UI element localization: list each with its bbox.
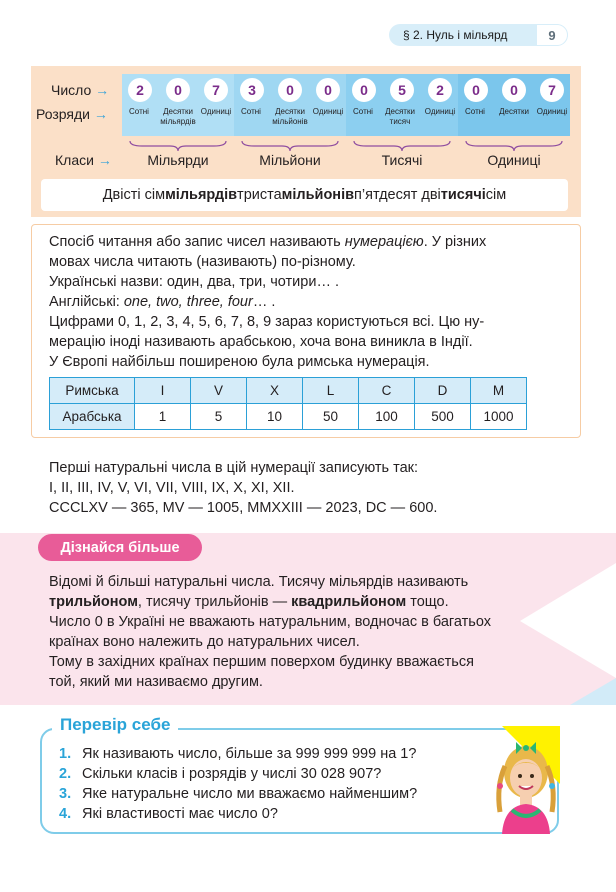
roman-examples-line: I, II, III, IV, V, VI, VII, VIII, IX, X, XI, XII. bbox=[49, 480, 295, 496]
arrow-right-icon: → bbox=[93, 106, 108, 122]
decor-triangles bbox=[470, 533, 616, 705]
place-name: Одиниці bbox=[424, 107, 456, 116]
numeration-line: Цифрами 0, 1, 2, 3, 4, 5, 6, 7, 8, 9 зараз користуються всі. Цю ну- bbox=[49, 314, 485, 330]
digit: 3 bbox=[240, 78, 264, 102]
classes-label: Класи → bbox=[55, 152, 112, 168]
place-name: Одиниці bbox=[536, 107, 568, 116]
section-header bbox=[389, 24, 568, 46]
table-row bbox=[50, 378, 527, 404]
digit: 7 bbox=[204, 78, 228, 102]
digit: 0 bbox=[166, 78, 190, 102]
table-cell: L bbox=[303, 378, 359, 404]
know-more-line: Число 0 в Україні не вважають натуральним, водночас в багатьох bbox=[49, 614, 491, 630]
class-name: Тисячі bbox=[381, 152, 423, 168]
roman-examples-line: CCCLXV — 365, MV — 1005, MMXXIII — 2023, DC — 600. bbox=[49, 500, 438, 516]
digit: 2 bbox=[128, 78, 152, 102]
question-item: 3. Яке натуральне число ми вважаємо найменшим? bbox=[59, 786, 418, 802]
know-more-tag: Дізнайся більше bbox=[38, 534, 202, 561]
digit: 0 bbox=[464, 78, 488, 102]
place-name: Десятки мільярдів bbox=[160, 107, 196, 126]
numeration-line: Українські назви: один, два, три, чотири… . bbox=[49, 274, 339, 290]
class-group-thousands bbox=[346, 74, 458, 136]
brace-units bbox=[466, 141, 562, 151]
class-group-millions bbox=[234, 74, 346, 136]
class-group-billions bbox=[122, 74, 234, 136]
digit: 0 bbox=[502, 78, 526, 102]
digit: 0 bbox=[352, 78, 376, 102]
table-row bbox=[50, 404, 527, 430]
numeration-line: У Європі найбільш поширеною була римська нумерація. bbox=[49, 354, 430, 370]
class-name: Одиниці bbox=[487, 152, 541, 168]
table-cell: 10 bbox=[247, 404, 303, 430]
table-cell: 1 bbox=[135, 404, 191, 430]
place-name: Десятки тисяч bbox=[385, 107, 415, 126]
know-more-line: країнах воно належить до натуральних чисел. bbox=[49, 634, 360, 650]
arrow-right-icon: → bbox=[97, 152, 112, 168]
numeration-line: Спосіб читання або запис чисел називають нумерацією. У різних bbox=[49, 234, 487, 250]
place-name: Сотні bbox=[353, 107, 373, 116]
class-braces bbox=[122, 139, 582, 153]
know-more-line: трильйоном, тисячу трильйонів — квадрильйоном тощо. bbox=[49, 594, 449, 610]
class-group-units bbox=[458, 74, 570, 136]
place-name: Сотні bbox=[465, 107, 485, 116]
table-cell: M bbox=[471, 378, 527, 404]
numeration-line: мерацію іноді називають арабською, хоча вона виникла в Індії. bbox=[49, 334, 473, 350]
digit: 5 bbox=[390, 78, 414, 102]
know-more-line: Відомі й більші натуральні числа. Тисячу мільярдів називають bbox=[49, 574, 469, 590]
table-cell: C bbox=[359, 378, 415, 404]
digit: 7 bbox=[540, 78, 564, 102]
brace-thousands bbox=[354, 141, 450, 151]
place-name: Десятки мільйонів bbox=[272, 107, 308, 126]
table-header-cell: Римська bbox=[50, 378, 135, 404]
arrow-right-icon: → bbox=[95, 82, 110, 98]
check-yourself-title: Перевір себе bbox=[52, 714, 178, 736]
know-more-line: Тому в західних країнах першим поверхом будинку вважається bbox=[49, 654, 474, 670]
place-name: Сотні bbox=[241, 107, 261, 116]
place-name: Одиниці bbox=[312, 107, 344, 116]
table-cell: I bbox=[135, 378, 191, 404]
place-name: Десятки bbox=[499, 107, 529, 116]
table-cell: 5 bbox=[191, 404, 247, 430]
brace-millions bbox=[242, 141, 338, 151]
table-cell: 50 bbox=[303, 404, 359, 430]
place-name: Сотні bbox=[129, 107, 149, 116]
question-item: 2. Скільки класів і розрядів у числі 30 028 907? bbox=[59, 766, 382, 782]
number-label: Число → bbox=[51, 82, 110, 98]
number-reading: Двісті сім мільярдів триста мільйонів п’ятдесят дві тисячі сім bbox=[41, 179, 568, 211]
section-title: § 2. Нуль і мільярд bbox=[403, 28, 508, 42]
know-more-line: той, який ми називаємо другим. bbox=[49, 674, 263, 690]
digit: 0 bbox=[278, 78, 302, 102]
page-number: 9 bbox=[536, 24, 568, 46]
numeration-line: Англійські: one, two, three, four… . bbox=[49, 294, 276, 310]
decor-triangle-white bbox=[520, 563, 616, 678]
brace-billions bbox=[130, 141, 226, 151]
roman-arabic-table bbox=[49, 377, 527, 430]
digit: 2 bbox=[428, 78, 452, 102]
question-item: 4. Які властивості має число 0? bbox=[59, 806, 278, 822]
table-cell: 100 bbox=[359, 404, 415, 430]
table-cell: 500 bbox=[415, 404, 471, 430]
table-cell: X bbox=[247, 378, 303, 404]
girl-illustration bbox=[486, 726, 560, 834]
digit: 0 bbox=[316, 78, 340, 102]
class-name: Мільярди bbox=[147, 152, 209, 168]
question-item: 1. Як називають число, більше за 999 999 999 на 1? bbox=[59, 746, 417, 762]
table-cell: 1000 bbox=[471, 404, 527, 430]
table-cell: D bbox=[415, 378, 471, 404]
roman-examples-line: Перші натуральні числа в цій нумерації записують так: bbox=[49, 460, 419, 476]
decor-triangle-blue bbox=[570, 678, 616, 705]
table-cell: V bbox=[191, 378, 247, 404]
numeration-line: мовах числа читають (називають) по-різному. bbox=[49, 254, 356, 270]
place-name: Одиниці bbox=[200, 107, 232, 116]
class-name: Мільйони bbox=[259, 152, 321, 168]
places-label: Розряди → bbox=[36, 106, 108, 122]
table-header-cell: Арабська bbox=[50, 404, 135, 430]
